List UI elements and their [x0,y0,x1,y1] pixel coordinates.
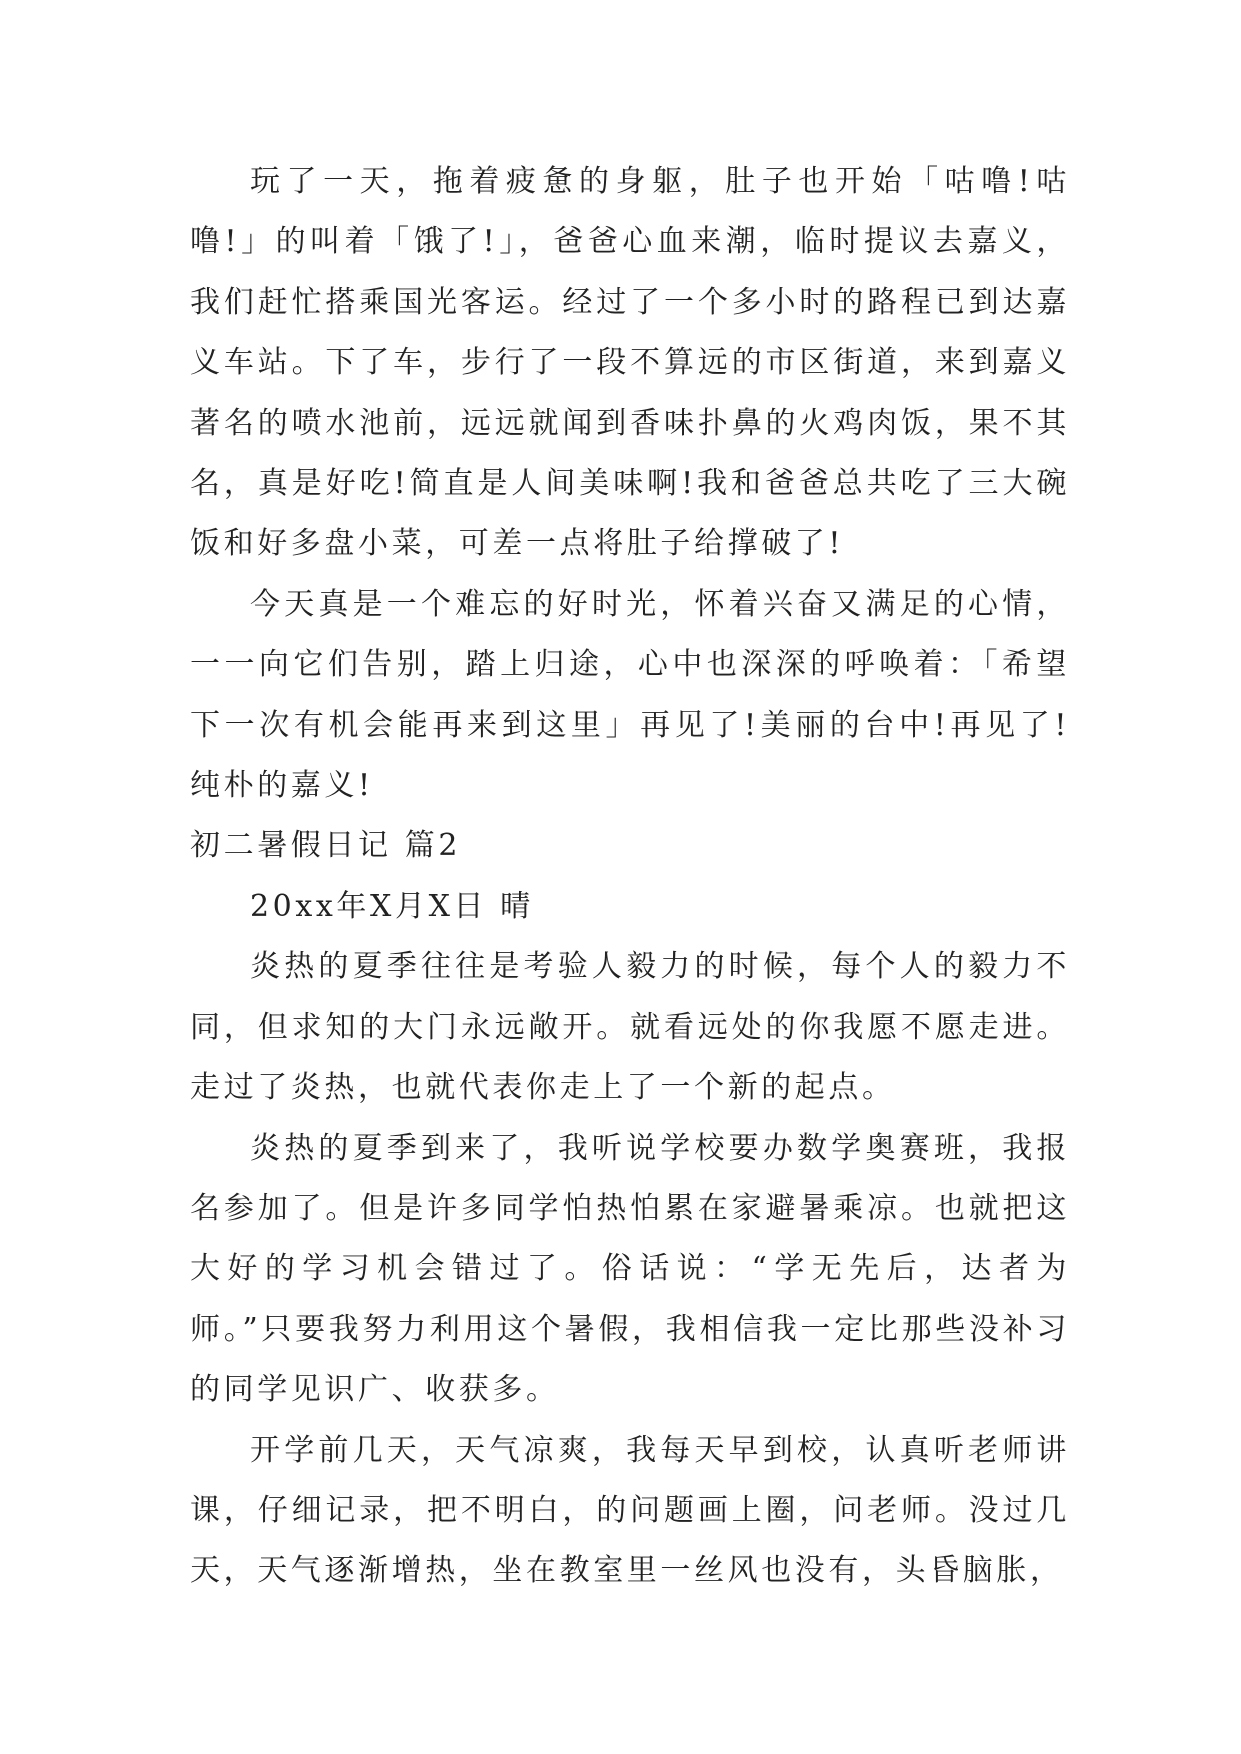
section-title: 初二暑假日记 篇2 [190,828,462,864]
paragraph-dinner-chiayi: 玩了一天，拖着疲惫的身躯，肚子也开始「咕噜!咕噜!」的叫着「饿了!」，爸爸心血来潮，临时提议去嘉义，我们赶忙搭乘国光客运。经过了一个多小时的路程已到达嘉义车站。下了车，步行了一段不算远的市区街道，来到嘉义著名的喷水池前，远远就闻到香味扑鼻的火鸡肉饭，果不其名，真是好吃!简直是人间美味啊!我和爸爸总共吃了三大碗饭和好多盘小菜，可差一点将肚子给撑破了! [190,164,1070,562]
paragraph-summer-perseverance: 炎热的夏季往往是考验人毅力的时候，每个人的毅力不同，但求知的大门永远敞开。就看远处的你我愿不愿走进。走过了炎热，也就代表你走上了一个新的起点。 [190,949,1070,1106]
paragraph-farewell: 今天真是一个难忘的好时光，怀着兴奋又满足的心情，一一向它们告别，踏上归途，心中也深深的呼唤着：「希望下一次有机会能再来到这里」再见了!美丽的台中!再见了!纯朴的嘉义! [190,586,1070,804]
document-page [190,152,1070,1602]
paragraph-math-class: 炎热的夏季到来了，我听说学校要办数学奥赛班，我报名参加了。但是许多同学怕热怕累在家避暑乘凉。也就把这大好的学习机会错过了。俗话说：“学无先后，达者为师。”只要我努力利用这个暑假，我相信我一定比那些没补习的同学见识广、收获多。 [190,1130,1070,1408]
paragraph-before-school: 开学前几天，天气凉爽，我每天早到校，认真听老师讲课，仔细记录，把不明白，的问题画上圈，问老师。没过几天，天气逐渐增热，坐在教室里一丝风也没有，头昏脑胀， [190,1432,1070,1589]
date-line: 20xx年X月X日 晴 [250,888,534,924]
